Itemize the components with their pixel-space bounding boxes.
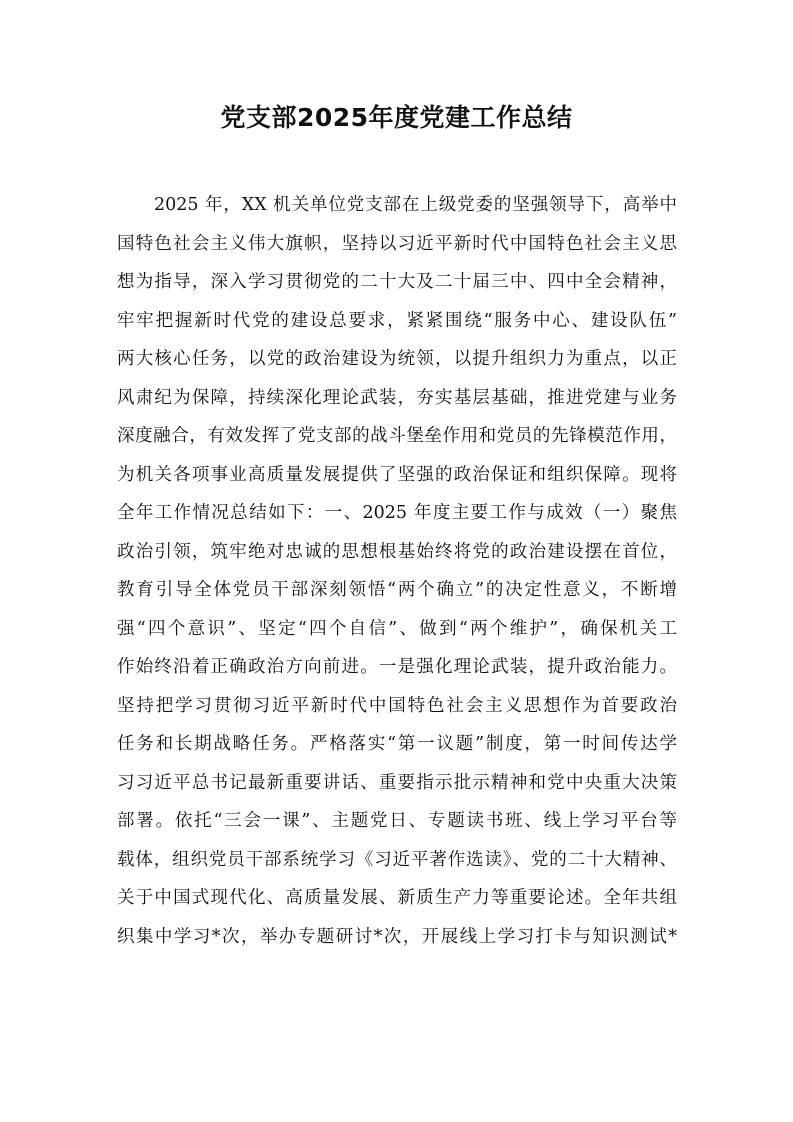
body-line-18: 载体，组织党员干部系统学习《习近平著作选读》、党的二十大精神、 (117, 849, 677, 870)
body-line-2: 国特色社会主义伟大旗帜，坚持以习近平新时代中国特色社会主义思 (117, 233, 677, 254)
body-line-13: 作始终沿着正确政治方向前进。一是强化理论武装，提升政治能力。 (117, 657, 677, 677)
body-line-5: 两大核心任务，以党的政治建设为统领，以提升组织力为重点，以正 (117, 349, 677, 369)
body-line-15: 任务和长期战略任务。严格落实“第一议题”制度，第一时间传达学 (117, 734, 677, 754)
body-line-4: 牢牢把握新时代党的建设总要求，紧紧围绕“服务中心、建设队伍” (117, 310, 677, 331)
document-body (117, 186, 677, 956)
body-line-9: 全年工作情况总结如下：一、2025 年度主要工作与成效（一）聚焦 (117, 503, 677, 523)
body-line-20: 织集中学习*次，举办专题研讨*次，开展线上学习打卡与知识测试* (117, 926, 677, 947)
body-line-8: 为机关各项事业高质量发展提供了坚强的政治保证和组织保障。现将 (117, 464, 677, 485)
body-line-17: 部署。依托“三会一课”、主题党日、专题读书班、线上学习平台等 (117, 811, 677, 831)
body-line-10: 政治引领，筑牢绝对忠诚的思想根基始终将党的政治建设摆在首位， (117, 541, 677, 562)
body-line-6: 风肃纪为保障，持续深化理论武装，夯实基层基础，推进党建与业务 (117, 387, 677, 408)
document-title: 党支部2025年度党建工作总结 (220, 103, 573, 132)
body-line-16: 习习近平总书记最新重要讲话、重要指示批示精神和党中央重大决策 (117, 772, 677, 793)
body-line-19: 关于中国式现代化、高质量发展、新质生产力等重要论述。全年共组 (117, 888, 677, 908)
body-line-14: 坚持把学习贯彻习近平新时代中国特色社会主义思想作为首要政治 (117, 695, 677, 716)
body-line-1: 2025 年，XX 机关单位党支部在上级党委的坚强领导下，高举中 (154, 195, 677, 215)
body-line-3: 想为指导，深入学习贯彻党的二十大及二十届三中、四中全会精神， (117, 272, 677, 292)
body-line-11: 教育引导全体党员干部深刻领悟“两个确立”的决定性意义，不断增 (117, 580, 677, 600)
body-line-7: 深度融合，有效发挥了党支部的战斗堡垒作用和党员的先锋模范作用， (117, 426, 677, 446)
body-line-12: 强“四个意识”、坚定“四个自信”、做到“两个维护”，确保机关工 (117, 618, 677, 639)
